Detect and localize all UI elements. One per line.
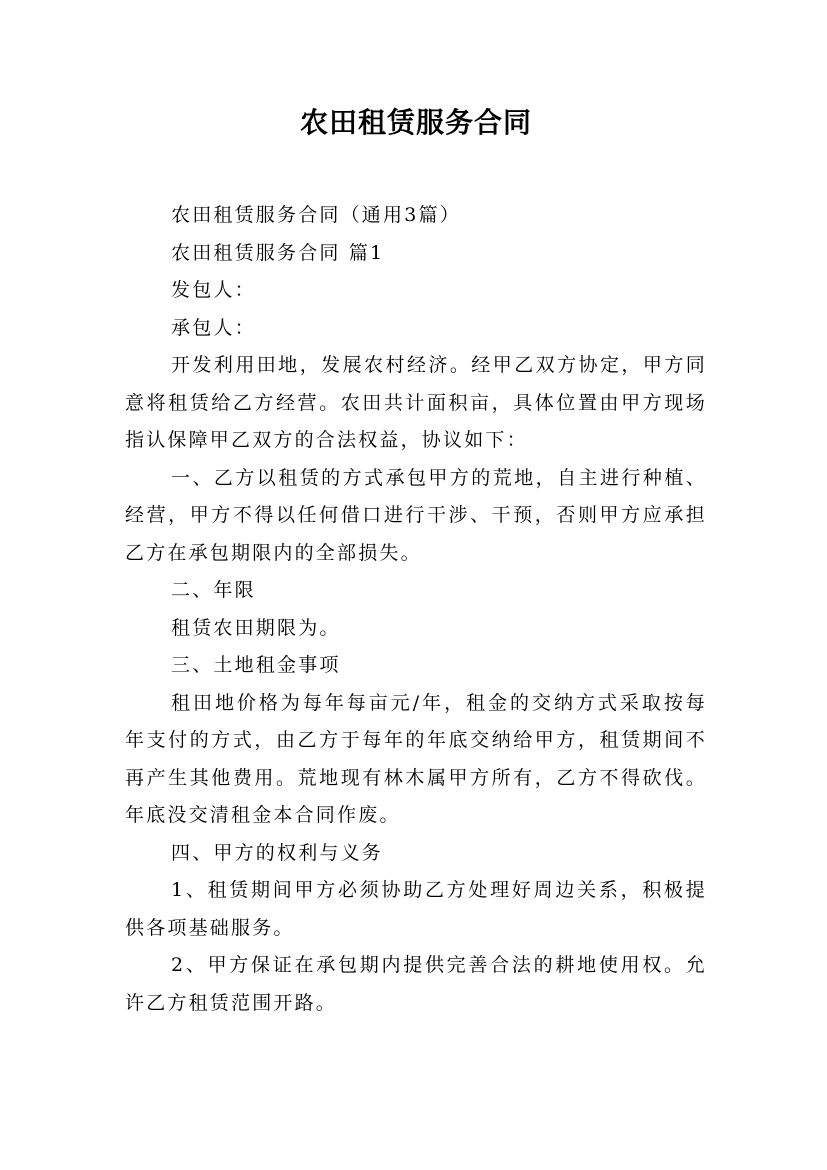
- paragraph-rent-text: 租田地价格为每年每亩元/年，租金的交纳方式采取按每年支付的方式，由乙方于每年的年底交纳给甲方，租赁期间不再产生其他费用。荒地现有林木属甲方所有，乙方不得砍伐。年底没交清租金本合同作废。: [125, 691, 707, 826]
- paragraph-section-rent: 三、土地租金事项: [171, 654, 341, 676]
- paragraph-clause-1: 一、乙方以租赁的方式承包甲方的荒地，自主进行种植、经营，甲方不得以任何借口进行干涉、干预，否则甲方应承担乙方在承包期限内的全部损失。: [125, 466, 707, 564]
- paragraph-rights-1: 1、租赁期间甲方必须协助乙方处理好周边关系，积极提供各项基础服务。: [125, 879, 707, 939]
- paragraph-heading: 农田租赁服务合同（通用3篇）: [171, 204, 461, 226]
- paragraph-section-term: 二、年限: [171, 579, 256, 601]
- paragraph-term-text: 租赁农田期限为。: [171, 616, 341, 639]
- document-body: [125, 197, 707, 1022]
- paragraph-intro: 开发利用田地，发展农村经济。经甲乙双方协定，甲方同意将租赁给乙方经营。农田共计面积亩，具体位置由甲方现场指认保障甲乙双方的合法权益，协议如下：: [125, 354, 707, 451]
- paragraph-part-title: 农田租赁服务合同 篇1: [171, 241, 385, 264]
- paragraph-contractee: 承包人：: [171, 316, 256, 339]
- paragraph-rights-2: 2、甲方保证在承包期内提供完善合法的耕地使用权。允许乙方租赁范围开路。: [125, 954, 707, 1014]
- paragraph-section-rights: 四、甲方的权利与义务: [171, 841, 384, 864]
- document-title: 农田租赁服务合同: [299, 106, 532, 139]
- paragraph-contractor: 发包人：: [171, 279, 256, 301]
